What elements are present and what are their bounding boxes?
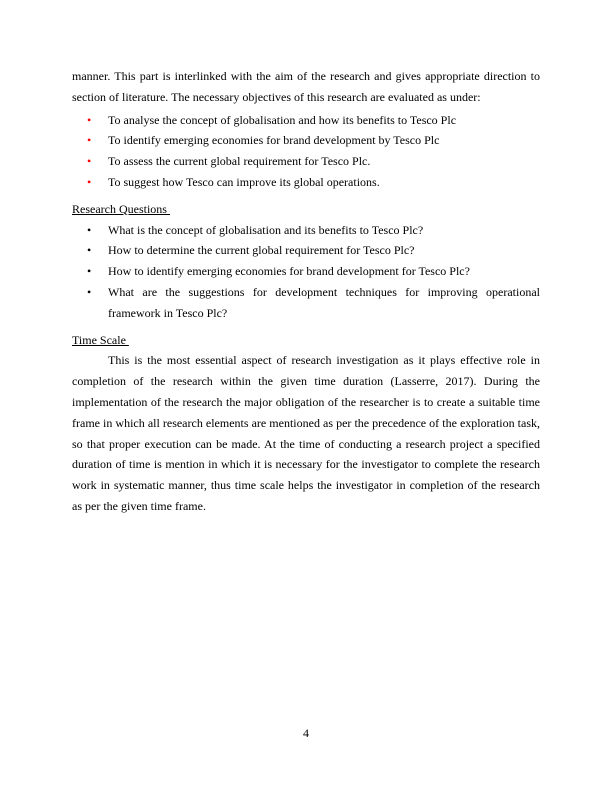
time-scale-heading: Time Scale — [72, 332, 129, 347]
question-text: How to determine the current global requirement for Tesco Plc? — [108, 243, 415, 258]
objective-item — [72, 151, 540, 172]
question-item — [72, 282, 540, 324]
objective-text: To identify emerging economies for brand development by Tesco Plc — [108, 133, 440, 148]
document-page — [72, 66, 540, 517]
objectives-list — [72, 110, 540, 193]
question-text: How to identify emerging economies for brand development for Tesco Plc? — [108, 264, 470, 279]
research-questions-list — [72, 220, 540, 324]
intro-paragraph: manner. This part is interlinked with the aim of the research and gives appropriate direction to section of literature. The necessary objectives of this research are evaluated as under: — [72, 69, 540, 104]
bullet-icon: • — [87, 222, 92, 237]
time-scale-paragraph: This is the most essential aspect of research investigation as it plays effective role in completion of the research within the given time duration (Lasserre, 2017). During the implementation of the research the major obligation of the researcher is to create a suitable time frame in which all research elements are mentioned as per the precedence of the exploration task, so that proper execution can be made. At the time of conducting a research project a specified duration of time is mention in which it is necessary for the investigator to complete the research work in systematic manner, thus time scale helps the investigator in completion of the research as per the given time frame. — [72, 353, 540, 513]
objective-text: To assess the current global requirement for Tesco Plc. — [108, 154, 371, 169]
bullet-icon: • — [87, 174, 92, 189]
objective-text: To suggest how Tesco can improve its global operations. — [108, 174, 380, 189]
objective-item — [72, 172, 540, 193]
bullet-icon: • — [87, 284, 92, 299]
question-item — [72, 220, 540, 241]
question-item — [72, 240, 540, 261]
objective-item — [72, 110, 540, 131]
bullet-icon: • — [87, 264, 92, 279]
question-item — [72, 261, 540, 282]
question-text: What is the concept of globalisation and its benefits to Tesco Plc? — [108, 222, 424, 237]
objective-item — [72, 130, 540, 151]
bullet-icon: • — [87, 133, 92, 148]
page-number: 4 — [303, 726, 309, 740]
question-text: What are the suggestions for development techniques for improving operational framework in Tesco Plc? — [108, 284, 540, 320]
objective-text: To analyse the concept of globalisation and how its benefits to Tesco Plc — [108, 112, 457, 127]
research-questions-heading: Research Questions — [72, 201, 170, 216]
bullet-icon: • — [87, 154, 92, 169]
bullet-icon: • — [87, 112, 92, 127]
bullet-icon: • — [87, 243, 92, 258]
